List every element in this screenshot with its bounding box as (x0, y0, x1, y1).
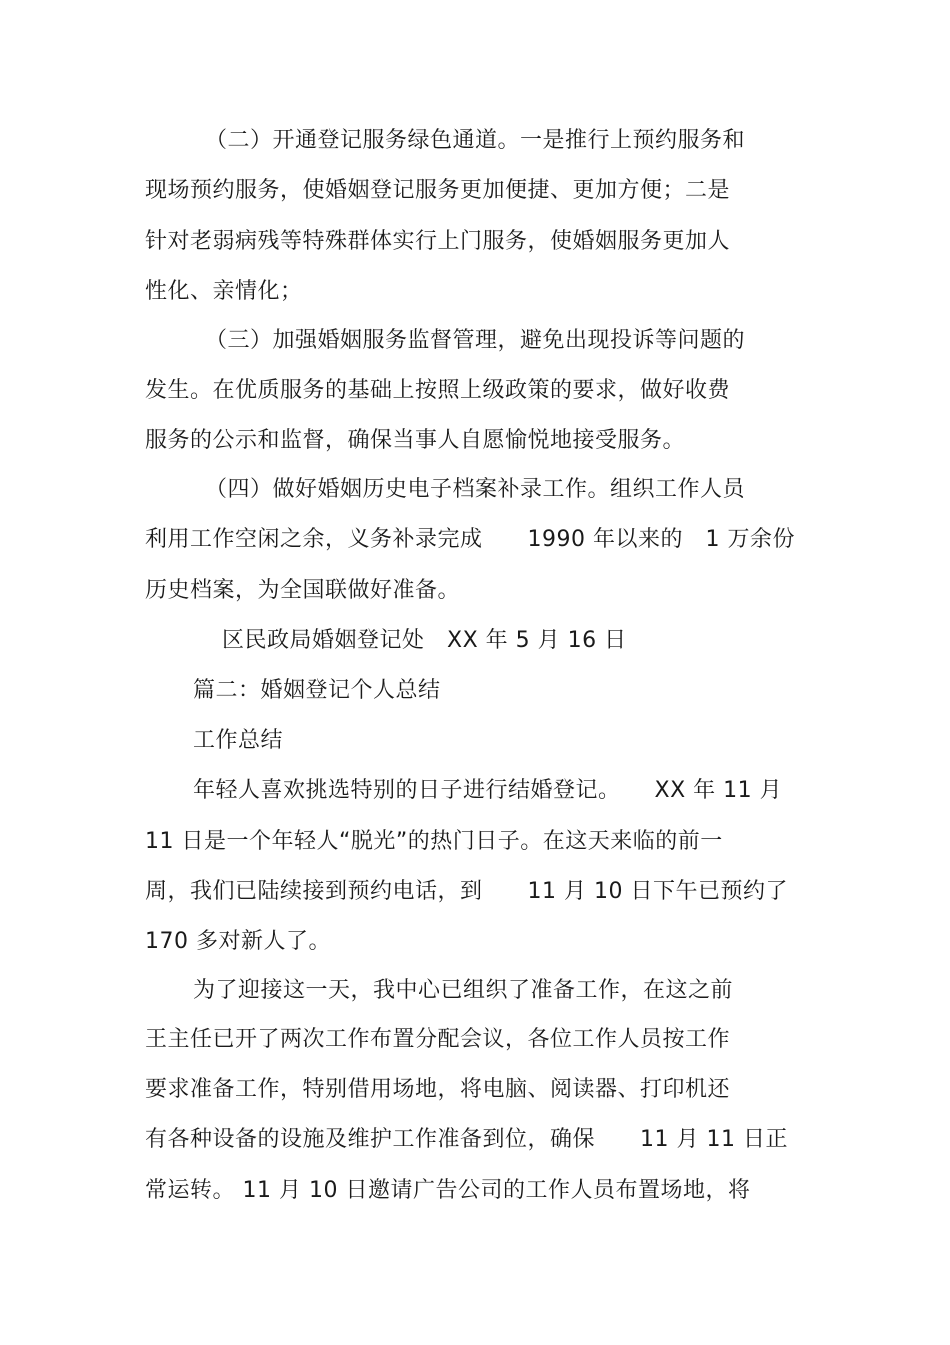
paragraph-line: （二）开通登记服务绿色通道。一是推行上预约服务和 (205, 128, 746, 153)
paragraph-line: （三）加强婚姻服务监督管理，避免出现投诉等问题的 (205, 328, 746, 353)
paragraph-line: 服务的公示和监督，确保当事人自愿愉悦地接受服务。 (145, 428, 686, 453)
paragraph-line: 现场预约服务，使婚姻登记服务更加便捷、更加方便；二是 (145, 178, 731, 203)
paragraph-line: 历史档案，为全国联做好准备。 (145, 578, 461, 603)
paragraph-line: 发生。在优质服务的基础上按照上级政策的要求，做好收费 (145, 378, 731, 403)
paragraph-line: 为了迎接这一天，我中心已组织了准备工作，在这之前 (193, 978, 734, 1003)
paragraph-line: 性化、亲情化； (145, 279, 303, 304)
signature-line: 区民政局婚姻登记处 XX 年 5 月 16 日 (222, 628, 627, 653)
paragraph-line: 常运转。 11 月 10 日邀请广告公司的工作人员布置场地，将 (145, 1178, 751, 1203)
paragraph-line: 周，我们已陆续接到预约电话，到 11 月 10 日下午已预约了 (145, 879, 788, 904)
paragraph-line: 年轻人喜欢挑选特别的日子进行结婚登记。 XX 年 11 月 (193, 778, 783, 803)
paragraph-line: 王主任已开了两次工作布置分配会议，各位工作人员按工作 (145, 1027, 731, 1052)
section-heading: 篇二：婚姻登记个人总结 (193, 678, 441, 703)
paragraph-line: 针对老弱病残等特殊群体实行上门服务，使婚姻服务更加人 (145, 229, 731, 254)
paragraph-line: 利用工作空闲之余，义务补录完成 1990 年以来的 1 万余份 (145, 527, 795, 552)
paragraph-line: 170 多对新人了。 (145, 929, 331, 954)
paragraph-line: 有各种设备的设施及维护工作准备到位，确保 11 月 11 日正 (145, 1127, 788, 1152)
subsection-heading: 工作总结 (193, 728, 284, 753)
paragraph-line: （四）做好婚姻历史电子档案补录工作。组织工作人员 (205, 477, 746, 502)
paragraph-line: 要求准备工作，特别借用场地，将电脑、阅读器、打印机还 (145, 1077, 731, 1102)
paragraph-line: 11 日是一个年轻人“脱光”的热门日子。在这天来临的前一 (145, 829, 723, 854)
